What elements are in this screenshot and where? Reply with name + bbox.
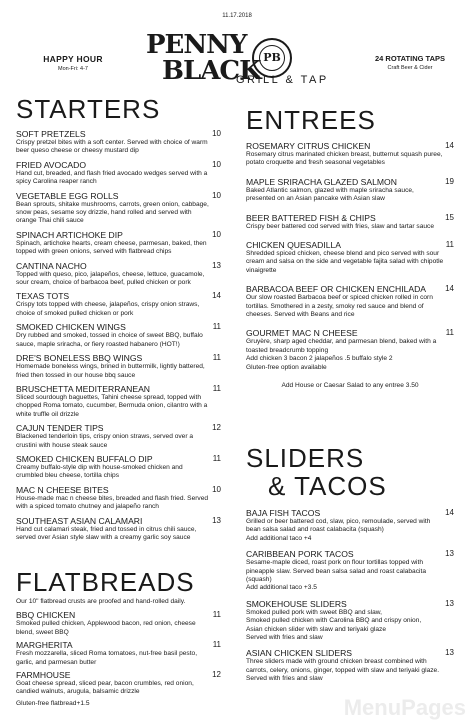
menu-item-name: BRUSCHETTA MEDITERRANEAN [16, 383, 151, 394]
menu-item-description: Fresh mozzarella, sliced Roma tomatoes, nut-free basil pesto, garlic, and parmesan butter [16, 650, 198, 666]
menu-item [246, 648, 454, 683]
happy-hour-title: HAPPY HOUR [43, 54, 103, 64]
menu-item-price: 11 [212, 322, 221, 332]
menu-item-name: CHICKEN QUESADILLA [246, 240, 342, 251]
menu-item-description: Rosemary citrus marinated chicken breast, butternut squash puree, potato croquette and fresh seasonal vegetables [246, 151, 443, 167]
rotating-taps-subtitle: Craft Beer & Cider [387, 65, 433, 71]
menu-item [246, 284, 454, 319]
menu-item-name: SMOKEHOUSE SLIDERS [246, 598, 347, 609]
menu-item-name: SMOKED CHICKEN BUFFALO DIP [16, 453, 153, 464]
menu-item-name: SPINACH ARTICHOKE DIP [16, 229, 123, 240]
menu-item-price: 12 [212, 423, 221, 433]
menu-item-price: 13 [212, 515, 221, 525]
menu-item [16, 610, 221, 637]
menu-item-name: BARBACOA BEEF OR CHICKEN ENCHILADA [246, 284, 427, 295]
menu-item [16, 640, 221, 667]
menu-item-description: Smoked pulled pork with sweet BBQ and slaw, Smoked pulled chicken with Carolina BBQ and crispy onion, Asian chicken slider with slaw and teriyaki glaze Served with fries and slaw [246, 608, 422, 642]
menu-item-name: MAC N CHEESE BITES [16, 484, 109, 495]
flatbreads-intro: Our 10" flatbread crusts are proofed and hand-rolled daily. [16, 598, 186, 605]
menu-item-price: 11 [445, 240, 454, 250]
menu-item-price: 14 [445, 508, 454, 517]
logo-word-black: BLACK [162, 56, 261, 86]
menu-item [16, 454, 221, 481]
menu-item-name: CARIBBEAN PORK TACOS [246, 549, 354, 560]
menu-item-description: House-made mac n cheese bites, breaded and flash fried. Served with a spiced tomato chutney and jalapeño ranch [16, 494, 209, 511]
menu-item-name: ASIAN CHICKEN SLIDERS [246, 648, 353, 659]
menupages-watermark: MenuPages [343, 695, 466, 720]
menu-item-description: Crispy beer battered cod served with fries, slaw and tartar sauce [246, 222, 435, 230]
menu-item-price: 15 [445, 212, 454, 222]
menu-item [246, 177, 454, 204]
menu-item-description: Homemade boneless wings, brined in buttermilk, lightly battered, fried then tossed in our house bbq sauce [16, 363, 205, 379]
menu-item-description: Three sliders made with ground chicken breast combined with carrots, celery, onions, ginger, topped with slaw and teriyaki glaze. Served with fries and slaw [246, 658, 440, 683]
menu-item-description: Hand cut, breaded, and flash fried avocado wedges served with a spicy Carolina reaper ranch [16, 169, 208, 186]
sliders-heading: SLIDERS [246, 443, 365, 473]
menu-item-price: 13 [445, 549, 454, 559]
menu-item-name: MAPLE SRIRACHA GLAZED SALMON [246, 176, 397, 187]
starters-section [16, 96, 221, 546]
menu-item-description: Our slow roasted Barbacoa beef or spiced chicken rolled in corn tortillas. Smothered in a zesty, smoky red sauce and blend of cheeses. Served with Beans and rice [246, 294, 433, 319]
logo-tagline: GRILL & TAP [236, 74, 329, 86]
menu-item-name: SMOKED CHICKEN WINGS [16, 322, 126, 333]
menu-item [246, 240, 454, 275]
menu-item [16, 129, 221, 156]
menu-item-description: Shredded spiced chicken, cheese blend and pico served with sour cream and salsa on the side and vegetable fajita salad with chipotle vinaigrette [246, 250, 444, 274]
menu-item-description: Goat cheese spread, sliced pear, bacon crumbles, red onion, candied walnuts, arugula, balsamic drizzle [16, 680, 194, 696]
happy-hour-block [28, 54, 118, 72]
menu-item [246, 508, 454, 543]
entrees-salad-addon-note: Add House or Caesar Salad to any entree 3.50 [281, 382, 419, 390]
starters-heading: STARTERS [16, 94, 161, 124]
menu-item [16, 423, 221, 450]
menu-item [246, 328, 454, 372]
menu-item-description: Bean sprouts, shitake mushrooms, carrots, green onion, cabbage, snow peas, sesame soy drizzle, hand rolled and served with orange Thai chili sauce [16, 200, 209, 225]
menu-item [16, 291, 221, 318]
menu-item [16, 485, 221, 512]
entrees-heading: ENTREES [246, 105, 376, 135]
menu-item-description: Topped with queso, pico, jalapeños, cheese, lettuce, guacamole, sour cream, choice of barbacoa beef, pulled chicken or pork [16, 270, 205, 287]
logo-seal [252, 38, 292, 78]
menu-item-name: ROSEMARY CITRUS CHICKEN [246, 141, 371, 151]
menu-item-name: VEGETABLE EGG ROLLS [16, 190, 119, 201]
menu-item-description: Sliced sourdough baguettes, Tahini cheese spread, topped with chopped Roma tomato, cucumber, Bermuda onion, cilantro with a white truffle oil drizzle [16, 393, 208, 418]
menu-item-name: BBQ CHICKEN [16, 610, 76, 621]
menu-item-name: CAJUN TENDER TIPS [16, 423, 104, 434]
menu-item [16, 261, 221, 288]
sliders-tacos-section [246, 444, 454, 690]
menu-item-name: MARGHERITA [16, 640, 73, 651]
menu-item-name: DRE'S BONELESS BBQ WINGS [16, 353, 143, 364]
menu-item-price: 19 [445, 176, 454, 186]
menu-item-description: Smoked pulled chicken, Applewood bacon, red onion, cheese blend, sweet BBQ [16, 620, 196, 636]
menu-item-price: 11 [212, 640, 221, 650]
menu-item-description: Hand cut calamari steak, fried and tossed in citrus chili sauce, served over Asian style slaw with a creamy garlic soy sauce [16, 525, 197, 541]
menu-item-description: Creamy buffalo-style dip with house-smoked chicken and crumbled bleu cheese, tortilla chips [16, 463, 183, 480]
menu-item-price: 13 [445, 648, 454, 658]
menu-item-description: Spinach, artichoke hearts, cream cheese, parmesan, baked, then topped with green onions, served with flatbread chips [16, 239, 207, 256]
menu-item-price: 10 [212, 229, 221, 239]
menu-item-price: 11 [212, 383, 221, 393]
logo-word-penny: PENNY [146, 30, 247, 60]
menu-item-description: Gruyère, sharp aged cheddar, and parmesan blend, baked with a toasted breadcrumb topping Add chicken 3 bacon 2 jalapeños .5 buffalo style 2 Gluten-free option available [246, 338, 437, 371]
menu-item-price: 11 [212, 353, 221, 363]
menu-item-name: FRIED AVOCADO [16, 159, 87, 170]
menu-item-price: 11 [445, 328, 454, 338]
menu-item [16, 191, 221, 226]
menu-item [16, 353, 221, 380]
menu-item-description: Grilled or beer battered cod, slaw, pico, remoulade, served with bean salsa salad and roast calabacita (squash) Add additional taco +4 [246, 518, 431, 542]
menu-item-price: 10 [212, 129, 221, 138]
menu-item-price: 10 [212, 159, 221, 169]
menu-item [16, 230, 221, 257]
menu-item [16, 516, 221, 543]
menu-item-price: 12 [212, 670, 221, 680]
menu-item-name: BEER BATTERED FISH & CHIPS [246, 212, 376, 223]
menu-item-description: Crispy tots topped with cheese, jalapeños, crispy onion straws, choice of smoked pulled chicken or pork [16, 301, 200, 317]
restaurant-logo [140, 30, 335, 88]
menu-item [16, 670, 221, 697]
menu-item [16, 384, 221, 419]
menu-item-price: 10 [212, 190, 221, 200]
menu-item-name: SOFT PRETZELS [16, 129, 86, 139]
menu-item-price: 10 [212, 484, 221, 494]
menu-item-description: Blackened tenderloin tips, crispy onion straws, served over a crustini with house steak sauce [16, 433, 194, 449]
menu-item-price: 13 [445, 598, 454, 608]
menu-item-name: SOUTHEAST ASIAN CALAMARI [16, 515, 143, 526]
rotating-taps-block [360, 54, 460, 71]
flatbreads-section [16, 569, 221, 708]
menu-item-price: 13 [212, 260, 221, 270]
menu-item-description: Dry rubbed and smoked, tossed in choice of sweet BBQ, buffalo sauce, maple sriracha, or fiery roasted habanero (HOT!) [16, 332, 203, 348]
menu-item [16, 322, 221, 349]
menu-item [246, 599, 454, 643]
logo-seal-monogram: PB [259, 45, 285, 71]
menu-item-price: 11 [212, 453, 221, 463]
rotating-taps-title: 24 ROTATING TAPS [374, 54, 445, 63]
menu-item-name: TEXAS TOTS [16, 291, 70, 302]
happy-hour-times: Mon-Fri: 4-7 [58, 66, 88, 72]
menu-item [16, 160, 221, 187]
menu-item [246, 213, 454, 231]
menu-item-name: BAJA FISH TACOS [246, 508, 321, 518]
menu-item-name: FARMHOUSE [16, 670, 71, 681]
flatbreads-heading: FLATBREADS [16, 567, 195, 597]
menu-item-name: CANTINA NACHO [16, 260, 87, 271]
menu-item-description: Crispy pretzel bites with a soft center. Served with choice of warm beer queso cheese or cheesy mustard dip [16, 139, 208, 155]
menu-item [246, 141, 454, 168]
tacos-heading: & TACOS [268, 471, 387, 501]
menu-item-description: Sesame-maple diced, roast pork on flour tortillas topped with pineapple slaw. Served bean salsa salad and roast calabacita (squash) Add additional taco +3.5 [246, 559, 426, 592]
menu-item-price: 11 [212, 610, 221, 620]
entrees-section [246, 107, 454, 391]
menu-item-price: 14 [212, 291, 221, 301]
menu-item-name: GOURMET MAC N CHEESE [246, 328, 358, 339]
flatbreads-gluten-free-note: Gluten-free flatbread+1.5 [16, 699, 90, 707]
menu-item-description: Baked Atlantic salmon, glazed with maple sriracha sauce, presented on an Asian pancake with Asian slaw [246, 186, 414, 203]
menu-item-price: 14 [445, 141, 454, 150]
menu-item-price: 14 [445, 284, 454, 294]
menu-item [246, 549, 454, 593]
menu-date: 11.17.2018 [222, 13, 252, 19]
